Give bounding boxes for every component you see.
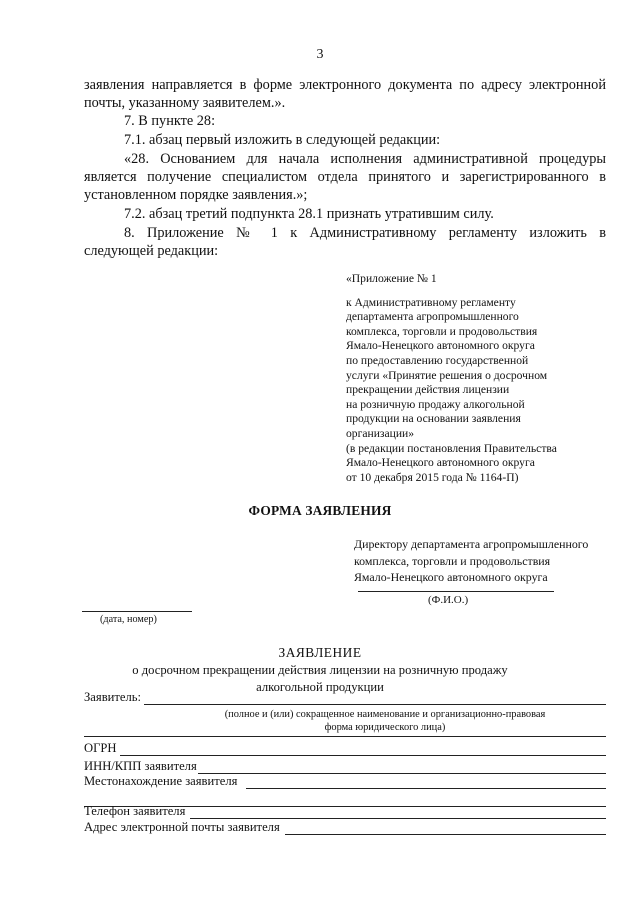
applicant-line-2[interactable] <box>84 736 606 737</box>
appendix-line: к Административному регламенту <box>346 295 516 309</box>
appendix-line: от 10 декабря 2015 года № 1164-П) <box>346 470 519 484</box>
applicant-caption: (полное и (или) сокращенное наименование и организационно-правовая <box>224 709 546 720</box>
appendix-line: организации» <box>346 426 415 440</box>
email-label: Адрес электронной почты заявителя <box>84 820 280 834</box>
statement-title: ЗАЯВЛЕНИЕ <box>278 645 362 660</box>
appendix-line: прекращении действия лицензии <box>346 383 510 397</box>
body-line: «28. Основанием для начала исполнения административной процедуры <box>124 151 606 167</box>
form-title: ФОРМА ЗАЯВЛЕНИЯ <box>248 503 392 518</box>
appendix-line: (в редакции постановления Правительства <box>346 441 557 455</box>
body-line: заявления направляется в форме электронного документа по адресу электронной <box>84 77 606 93</box>
body-line: 7.1. абзац первый изложить в следующей редакции: <box>124 132 441 148</box>
phone-label: Телефон заявителя <box>84 804 186 818</box>
body-line: установленном порядке заявления.»; <box>84 187 308 203</box>
appendix-line: «Приложение № 1 <box>346 272 437 285</box>
location-line[interactable] <box>246 788 606 789</box>
phone-line[interactable] <box>190 818 606 819</box>
appendix-line: на розничную продажу алкогольной <box>346 397 525 411</box>
applicant-label: Заявитель: <box>84 690 141 704</box>
date-caption: (дата, номер) <box>100 614 157 625</box>
addressee-line: комплекса, торговли и продовольствия <box>354 553 551 568</box>
appendix-line: комплекса, торговли и продовольствия <box>346 324 538 338</box>
body-line: следующей редакции: <box>84 243 219 259</box>
date-line <box>82 611 192 612</box>
addressee-line: Директору департамента агропромышленного <box>354 537 589 551</box>
appendix-line: услуги «Принятие решения о досрочном <box>346 368 548 382</box>
appendix-line: по предоставлению государственной <box>346 353 529 367</box>
fio-caption: (Ф.И.О.) <box>428 594 469 606</box>
page-number: 3 <box>316 47 324 62</box>
ogrn-line[interactable] <box>120 755 606 756</box>
body-line: является получение специалистом отдела принятого и зарегистрированного в <box>84 169 606 185</box>
inn-line[interactable] <box>198 773 606 774</box>
addressee-line: Ямало-Ненецкого автономного округа <box>354 570 548 584</box>
email-line[interactable] <box>285 834 606 835</box>
appendix-line: продукции на основании заявления <box>346 412 521 426</box>
appendix-line: Ямало-Ненецкого автономного округа <box>346 339 535 353</box>
fio-line <box>358 591 554 592</box>
addressee-block <box>354 536 624 586</box>
body-line: 8. Приложение № 1 к Административному регламенту изложить в <box>124 225 606 241</box>
applicant-caption: форма юридического лица) <box>324 722 446 733</box>
statement-subtitle: алкогольной продукции <box>256 680 384 694</box>
appendix-line: Ямало-Ненецкого автономного округа <box>346 456 535 470</box>
body-line: 7. В пункте 28: <box>124 113 216 129</box>
applicant-line[interactable] <box>144 704 606 705</box>
ogrn-label: ОГРН <box>84 741 117 755</box>
inn-label: ИНН/КПП заявителя <box>84 759 197 773</box>
body-line: 7.2. абзац третий подпункта 28.1 признать утратившим силу. <box>124 206 494 222</box>
appendix-line: департамента агропромышленного <box>346 310 519 324</box>
statement-subtitle: о досрочном прекращении действия лицензии на розничную продажу <box>132 663 508 677</box>
location-label: Местонахождение заявителя <box>84 774 238 788</box>
body-line: почты, указанному заявителем.». <box>84 95 286 111</box>
appendix-header <box>346 272 626 485</box>
